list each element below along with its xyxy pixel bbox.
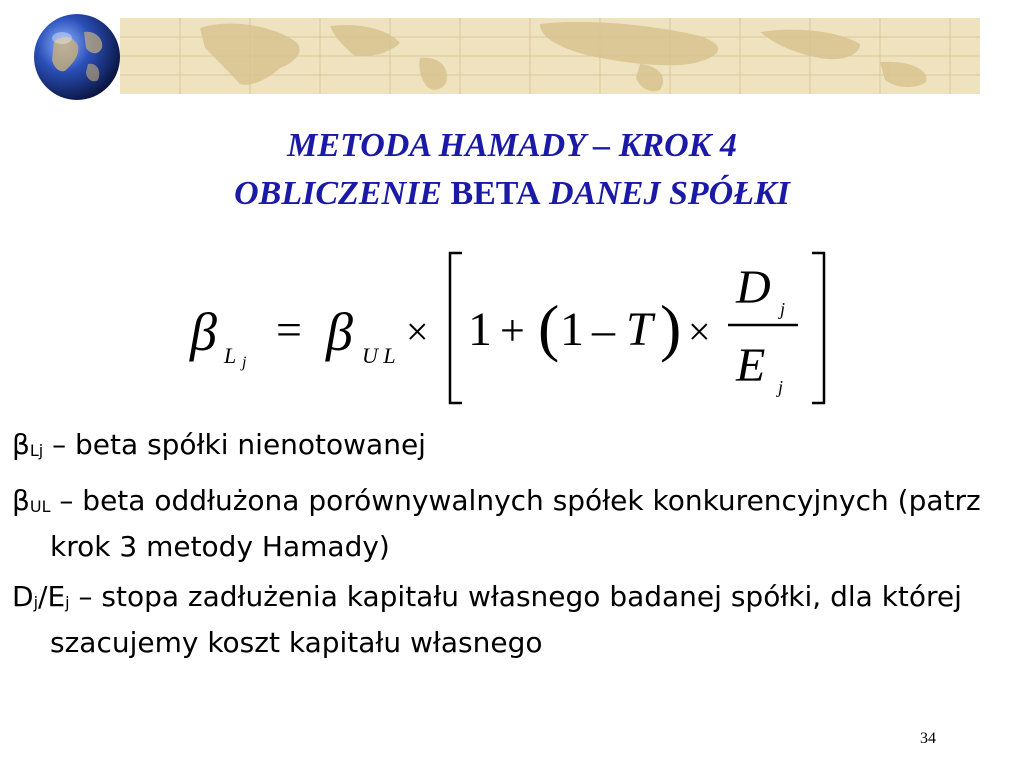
formula-left-bracket — [450, 253, 462, 403]
formula-sub-l-j: j — [242, 354, 247, 371]
slide-title — [0, 122, 1024, 218]
formula-denominator-sub: j — [778, 377, 784, 397]
globe-icon — [32, 12, 122, 102]
formula-one-a: 1 — [468, 303, 492, 356]
definition-subscript: Lj — [29, 441, 44, 460]
formula-equals: = — [276, 304, 302, 355]
formula-t: T — [626, 303, 653, 356]
formula-beta-ul: β — [326, 302, 353, 362]
definition-symbol-2: /E — [38, 580, 66, 613]
definition-subscript: UL — [29, 497, 51, 516]
formula-beta-l: β — [190, 302, 217, 362]
formula-sub-ul: U L — [362, 343, 396, 368]
definitions-list — [0, 425, 1024, 673]
world-map-banner — [120, 18, 980, 94]
definition-beta-ul — [12, 481, 1010, 567]
title-line-2-part-1: OBLICZENIE — [234, 175, 451, 212]
definition-symbol: D — [12, 580, 34, 613]
formula-times-2: × — [688, 309, 711, 354]
title-line-1: METODA HAMADY – KROK 4 — [287, 127, 737, 164]
definition-subscript: j — [33, 593, 39, 612]
page-number: 34 — [920, 730, 936, 747]
formula-numerator: D — [736, 261, 771, 314]
definition-symbol: β — [12, 428, 30, 461]
formula-open-paren: ( — [538, 292, 560, 363]
formula-denominator: E — [736, 339, 766, 392]
formula-right-bracket — [812, 253, 824, 403]
definition-debt-equity — [12, 577, 1010, 663]
formula-times-1: × — [406, 309, 429, 354]
beta-formula — [180, 245, 840, 410]
formula-one-b: 1 — [560, 303, 584, 356]
formula-plus: + — [500, 306, 525, 355]
definition-text: – beta oddłużona porównywalnych spółek konkurencyjnych (patrz krok 3 metody Hamady) — [50, 484, 981, 563]
definition-beta-lj — [12, 425, 1010, 471]
formula-numerator-sub: j — [780, 299, 786, 319]
title-line-2 — [0, 170, 1024, 218]
title-line-2-part-2: BETA — [450, 175, 541, 212]
formula-close-paren: ) — [660, 292, 682, 363]
definition-symbol: β — [12, 484, 30, 517]
definition-subscript-2: j — [65, 593, 70, 612]
formula-minus: – — [592, 304, 615, 355]
formula-sub-l: L — [224, 343, 237, 368]
definition-text: – beta spółki nienotowanej — [43, 428, 426, 461]
title-line-2-part-3: DANEJ SPÓŁKI — [540, 175, 790, 212]
definition-text: – stopa zadłużenia kapitału własnego badanej spółki, dla której szacujemy koszt kapitału własnego — [50, 580, 962, 659]
